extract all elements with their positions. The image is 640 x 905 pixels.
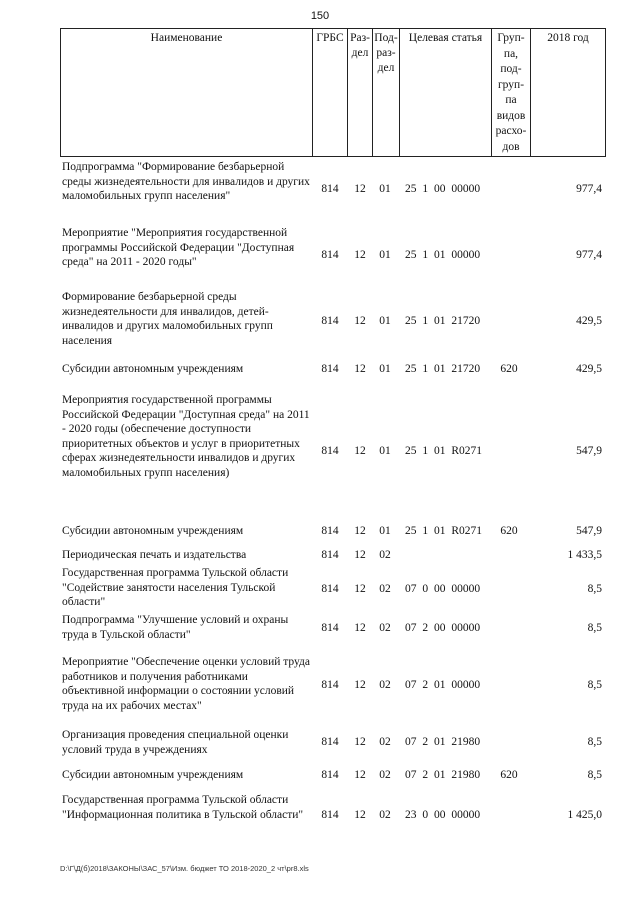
row-cs: 07 0 00 00000 [405,583,481,595]
row-name: Мероприятие "Мероприятия государственной программы Российской Федерации "Доступная среда" на 2011 - 2020 годы" [62,227,295,268]
header-podrazdel-line: дел [377,62,395,74]
row-razdel: 12 [354,315,366,327]
row-name: Субсидии автономным учреждениям [62,525,244,537]
header-razdel [347,28,373,157]
row-podrazdel: 02 [379,809,391,821]
row-sum: 429,5 [576,315,602,327]
header-name [60,28,313,157]
row-name: Подпрограмма "Улучшение условий и охраны труда в Тульской области" [62,614,289,641]
page-number: 150 [310,10,330,22]
row-razdel: 12 [354,549,366,561]
file-path-footer: D:\Г\Д(б)2018\ЗАКОНЫ\ЗАС_57\Изм. бюджет ТО 2018-2020_2 чт\pr8.xls [60,864,309,873]
row-podrazdel: 01 [379,315,391,327]
row-podrazdel: 01 [379,363,391,375]
header-podrazdel-line: Под- [374,32,398,44]
row-cs: 07 2 01 21980 [405,736,481,748]
header-cs [399,28,492,157]
row-grbs: 814 [321,769,339,781]
row-podrazdel: 01 [379,183,391,195]
row-grbs: 814 [321,736,339,748]
header-group-line: расхо- [495,125,527,137]
row-podrazdel: 02 [379,583,391,595]
header-name-label: Наименование [150,32,223,44]
row-cs: 25 1 01 R0271 [405,525,483,537]
header-group-line: па, [503,47,519,60]
row-sum: 1 425,0 [567,809,602,821]
header-razdel-line: дел [351,47,369,59]
row-sum: 8,5 [587,583,602,595]
header-year [530,28,606,157]
row-grbs: 814 [321,183,339,195]
row-razdel: 12 [354,679,366,691]
row-grbs: 814 [321,315,339,327]
row-grbs: 814 [321,445,339,457]
row-razdel: 12 [354,249,366,261]
row-sum: 977,4 [576,249,602,261]
row-podrazdel: 02 [379,769,391,781]
row-cs: 23 0 00 00000 [405,809,481,821]
header-podrazdel [372,28,400,157]
row-cs: 25 1 00 00000 [405,183,481,195]
row-grbs: 814 [321,622,339,634]
row-name: Формирование безбарьерной среды жизнедеятельности для инвалидов, детей-инвалидов и других маломобильных групп населения [62,291,273,347]
row-sum: 547,9 [576,525,602,537]
row-group: 620 [500,525,518,537]
row-cs: 25 1 01 21720 [405,363,481,375]
row-cs: 25 1 01 21720 [405,315,481,327]
header-cs-label: Целевая статья [408,32,483,44]
header-group [491,28,531,157]
row-name: Периодическая печать и издательства [62,549,247,561]
row-name: Государственная программа Тульской области "Содействие занятости населения Тульской области" [62,567,289,608]
row-cs: 07 2 01 21980 [405,769,481,781]
header-group-line: груп- [497,78,525,91]
header-group-line: Груп- [497,32,525,44]
row-podrazdel: 02 [379,736,391,748]
header-razdel-line: Раз- [350,32,370,44]
row-razdel: 12 [354,445,366,457]
row-razdel: 12 [354,183,366,195]
row-name: Организация проведения специальной оценки условий труда в учреждениях [62,729,289,756]
row-sum: 8,5 [587,769,602,781]
header-group-line: дов [502,140,520,153]
row-podrazdel: 02 [379,622,391,634]
row-name: Субсидии автономным учреждениям [62,769,244,781]
row-name: Подпрограмма "Формирование безбарьерной среды жизнедеятельности для инвалидов и других маломобильных групп населения" [62,161,310,202]
row-name: Субсидии автономным учреждениям [62,363,244,375]
row-razdel: 12 [354,525,366,537]
row-razdel: 12 [354,769,366,781]
row-razdel: 12 [354,622,366,634]
row-name: Мероприятия государственной программы Российской Федерации "Доступная среда" на 2011 - 2020 годы (обеспечение доступности приоритетных объектов и услуг в приоритетных сферах жизнедеятельности инвалидов и других маломобильных групп населения) [62,394,310,479]
row-razdel: 12 [354,736,366,748]
header-group-line: па [505,94,517,106]
row-sum: 977,4 [576,183,602,195]
row-group: 620 [500,769,518,781]
row-grbs: 814 [321,549,339,561]
row-sum: 8,5 [587,622,602,634]
row-podrazdel: 01 [379,249,391,261]
row-grbs: 814 [321,249,339,261]
row-grbs: 814 [321,525,339,537]
row-cs: 25 1 01 00000 [405,249,481,261]
row-razdel: 12 [354,363,366,375]
row-sum: 1 433,5 [567,549,602,561]
row-sum: 8,5 [587,679,602,691]
row-podrazdel: 01 [379,525,391,537]
header-podrazdel-line: раз- [376,47,396,59]
header-grbs-label: ГРБС [316,32,344,44]
header-year-label: 2018 год [547,32,589,44]
row-razdel: 12 [354,583,366,595]
row-name: Государственная программа Тульской области "Информационная политика в Тульской области" [62,794,304,821]
row-podrazdel: 02 [379,549,391,561]
row-cs: 07 2 01 00000 [405,679,481,691]
row-sum: 429,5 [576,363,602,375]
row-sum: 547,9 [576,445,602,457]
row-grbs: 814 [321,679,339,691]
header-grbs [312,28,348,157]
row-sum: 8,5 [587,736,602,748]
header-group-line: видов [496,109,526,122]
row-grbs: 814 [321,363,339,375]
row-grbs: 814 [321,809,339,821]
row-cs: 07 2 00 00000 [405,622,481,634]
row-name: Мероприятие "Обеспечение оценки условий труда работников и получения работниками объективной информации о состоянии условий труда на их рабочих местах" [62,656,311,712]
row-group: 620 [500,363,518,375]
row-razdel: 12 [354,809,366,821]
row-grbs: 814 [321,583,339,595]
header-group-line: под- [500,63,522,75]
row-podrazdel: 02 [379,679,391,691]
row-cs: 25 1 01 R0271 [405,445,483,457]
row-podrazdel: 01 [379,445,391,457]
